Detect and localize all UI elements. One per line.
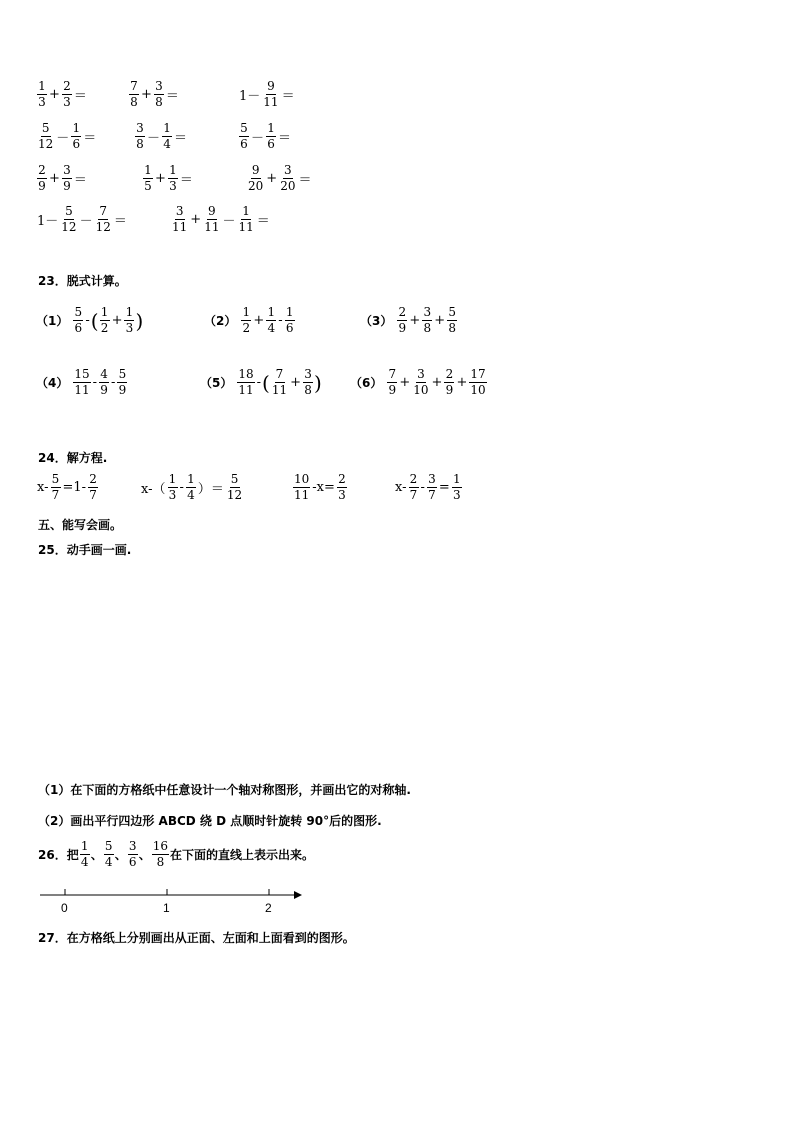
numerator: 1 bbox=[144, 163, 152, 177]
operator: - bbox=[278, 313, 283, 328]
q25-subquestion-1: （1）在下面的方格纸中任意设计一个轴对称图形，并画出它的对称轴. bbox=[38, 783, 411, 797]
calc-problem bbox=[36, 205, 128, 234]
operator: － bbox=[251, 131, 265, 146]
numerator: 5 bbox=[118, 367, 127, 381]
operator: - bbox=[179, 480, 184, 495]
denominator: 4 bbox=[267, 321, 276, 335]
numerator: 17 bbox=[470, 367, 486, 381]
operator: － bbox=[147, 131, 161, 146]
fraction bbox=[171, 205, 188, 234]
denominator: 6 bbox=[267, 137, 275, 151]
denominator: 12 bbox=[95, 220, 111, 234]
denominator: 11 bbox=[263, 95, 279, 109]
operator: + bbox=[111, 313, 123, 328]
denominator: 8 bbox=[130, 95, 138, 109]
denominator: 20 bbox=[280, 179, 296, 193]
numerator: 3 bbox=[136, 121, 144, 135]
calc-problem bbox=[36, 80, 88, 109]
fraction bbox=[73, 306, 83, 335]
operator: =1- bbox=[62, 480, 87, 495]
numerator: 1 bbox=[72, 121, 81, 135]
numerator: 9 bbox=[251, 163, 260, 177]
fraction bbox=[226, 473, 243, 502]
numerator: 1 bbox=[267, 305, 276, 319]
calc-problem bbox=[36, 122, 97, 151]
parenthesis: ) bbox=[135, 308, 144, 333]
fraction bbox=[162, 122, 172, 151]
denominator: 9 bbox=[63, 179, 71, 193]
denominator: 10 bbox=[413, 383, 429, 397]
numerator: 3 bbox=[155, 79, 163, 93]
operator: ＝ bbox=[73, 89, 87, 104]
equation-problem bbox=[36, 473, 99, 502]
denominator: 3 bbox=[125, 321, 134, 335]
denominator: 9 bbox=[398, 321, 407, 335]
numerator: 1 bbox=[452, 472, 461, 486]
fraction bbox=[186, 473, 196, 502]
denominator: 11 bbox=[238, 220, 254, 234]
operator: ＝ bbox=[113, 214, 127, 229]
numerator: 5 bbox=[41, 121, 50, 135]
numerator: 3 bbox=[284, 163, 292, 177]
numerator: 3 bbox=[63, 163, 71, 177]
numerator: 7 bbox=[99, 204, 108, 218]
operator: ＝ bbox=[73, 173, 87, 188]
q25-title: 25．动手画一画. bbox=[38, 543, 132, 557]
stepwise-problem bbox=[360, 306, 458, 335]
fraction bbox=[37, 164, 47, 193]
separator: 、 bbox=[138, 848, 151, 862]
numerator: 1 bbox=[169, 163, 177, 177]
fraction bbox=[237, 368, 254, 397]
numerator: 1 bbox=[163, 121, 171, 135]
numerator: 1 bbox=[242, 305, 251, 319]
denominator: 8 bbox=[155, 95, 163, 109]
q26-prefix: 26．把 bbox=[38, 848, 79, 862]
operator: + bbox=[409, 313, 421, 328]
denominator: 9 bbox=[118, 383, 127, 397]
numerator: 7 bbox=[388, 367, 397, 381]
operator: x- bbox=[395, 480, 407, 495]
numerator: 9 bbox=[267, 79, 275, 93]
denominator: 11 bbox=[74, 383, 90, 397]
denominator: 4 bbox=[187, 488, 195, 502]
denominator: 7 bbox=[89, 488, 97, 502]
fraction bbox=[135, 122, 145, 151]
q26-statement bbox=[38, 840, 314, 869]
problem-label: （5） bbox=[200, 376, 233, 390]
denominator: 2 bbox=[242, 321, 251, 335]
fraction bbox=[397, 306, 407, 335]
fraction bbox=[293, 473, 310, 502]
fraction bbox=[117, 368, 127, 397]
denominator: 4 bbox=[163, 137, 171, 151]
denominator: 5 bbox=[144, 179, 152, 193]
numerator: 1 bbox=[285, 305, 294, 319]
operator: x-（ bbox=[141, 482, 166, 497]
numerator: 5 bbox=[65, 204, 73, 218]
fraction bbox=[266, 306, 276, 335]
numerator: 1 bbox=[267, 121, 275, 135]
fraction bbox=[427, 473, 437, 502]
q23-title: 23．脱式计算。 bbox=[38, 274, 127, 288]
denominator: 9 bbox=[388, 383, 397, 397]
fraction bbox=[409, 473, 419, 502]
operator: + bbox=[399, 375, 411, 390]
numerator: 18 bbox=[238, 367, 254, 381]
operator: － bbox=[222, 214, 236, 229]
fraction bbox=[452, 473, 462, 502]
fraction bbox=[262, 80, 279, 109]
denominator: 6 bbox=[74, 321, 83, 335]
operator: + bbox=[190, 212, 202, 227]
numerator: 5 bbox=[448, 305, 456, 319]
calc-problem bbox=[128, 80, 180, 109]
fraction bbox=[266, 122, 276, 151]
denominator: 12 bbox=[61, 220, 77, 234]
numerator: 3 bbox=[428, 472, 436, 486]
fraction bbox=[95, 205, 112, 234]
denominator: 11 bbox=[294, 488, 310, 502]
section-5-heading: 五、能写会画。 bbox=[38, 518, 123, 532]
operator: - bbox=[111, 375, 116, 390]
denominator: 12 bbox=[38, 137, 54, 151]
q26-suffix: 在下面的直线上表示出来。 bbox=[170, 848, 315, 862]
denominator: 3 bbox=[63, 95, 71, 109]
calc-problem bbox=[238, 122, 292, 151]
q25-subquestion-2: （2）画出平行四边形 ABCD 绕 D 点顺时针旋转 90°后的图形. bbox=[38, 814, 382, 828]
stepwise-problem bbox=[200, 368, 322, 397]
denominator: 9 bbox=[445, 383, 454, 397]
fraction bbox=[37, 80, 47, 109]
fraction bbox=[88, 473, 98, 502]
operator: + bbox=[456, 375, 468, 390]
q26-fraction: $\frac{3}{6}$ bbox=[128, 839, 137, 869]
operator: ＝ bbox=[281, 89, 295, 104]
denominator: 7 bbox=[409, 488, 418, 502]
numerator: 3 bbox=[417, 367, 425, 381]
numerator: 2 bbox=[445, 367, 454, 381]
denominator: 10 bbox=[470, 383, 486, 397]
calc-problem bbox=[36, 164, 88, 193]
fraction bbox=[447, 306, 457, 335]
operator: = bbox=[438, 480, 450, 495]
operator: + bbox=[266, 171, 278, 186]
fraction bbox=[239, 122, 249, 151]
denominator: 3 bbox=[169, 179, 177, 193]
fraction bbox=[73, 368, 90, 397]
calc-problem bbox=[170, 205, 271, 234]
operator: - bbox=[92, 375, 98, 390]
operator: ＝ bbox=[174, 131, 188, 146]
parenthesis: ( bbox=[90, 308, 99, 333]
operator: x- bbox=[37, 480, 49, 495]
fraction bbox=[303, 368, 313, 397]
denominator: 20 bbox=[248, 179, 264, 193]
calc-problem bbox=[238, 80, 296, 109]
fraction bbox=[62, 80, 72, 109]
numerator: 1 bbox=[242, 204, 250, 218]
stepwise-problem bbox=[36, 306, 143, 335]
denominator: 6 bbox=[240, 137, 248, 151]
q26-fraction: $\frac{16}{8}$ bbox=[152, 839, 169, 869]
numerator: 2 bbox=[89, 472, 97, 486]
operator: + bbox=[155, 171, 166, 186]
calc-problem bbox=[142, 164, 194, 193]
fraction bbox=[168, 473, 178, 502]
fraction bbox=[279, 164, 296, 193]
numerator: 10 bbox=[294, 472, 310, 486]
fraction bbox=[143, 164, 153, 193]
fraction bbox=[60, 205, 77, 234]
numerator: 1 bbox=[168, 472, 177, 486]
fraction bbox=[412, 368, 429, 397]
fraction bbox=[237, 205, 254, 234]
q24-title: 24．解方程. bbox=[38, 451, 108, 465]
operator: 1－ bbox=[37, 214, 59, 229]
problem-label: （2） bbox=[204, 314, 237, 328]
denominator: 9 bbox=[38, 179, 46, 193]
stepwise-problem bbox=[350, 368, 488, 397]
denominator: 7 bbox=[51, 488, 60, 502]
fraction bbox=[154, 80, 164, 109]
tick-label-1: 1 bbox=[163, 901, 170, 915]
operator: + bbox=[290, 375, 302, 390]
denominator: 8 bbox=[136, 137, 144, 151]
problem-label: （6） bbox=[350, 376, 383, 390]
equation-problem bbox=[140, 473, 244, 502]
number-line-arrow bbox=[294, 891, 302, 899]
operator: ＝ bbox=[83, 131, 97, 146]
numerator: 2 bbox=[63, 79, 71, 93]
operator: ＝ bbox=[179, 173, 193, 188]
operator: ）＝ bbox=[197, 482, 224, 497]
fraction bbox=[100, 306, 110, 335]
operator: 1－ bbox=[239, 89, 261, 104]
q27-title: 27．在方格纸上分别画出从正面、左面和上面看到的图形。 bbox=[38, 931, 355, 945]
separator: 、 bbox=[114, 848, 127, 862]
operator: － bbox=[79, 214, 93, 229]
fraction bbox=[203, 205, 220, 234]
numerator: 9 bbox=[208, 204, 216, 218]
numerator: 5 bbox=[230, 472, 239, 486]
parenthesis: ) bbox=[314, 370, 322, 395]
number-line[interactable] bbox=[38, 885, 308, 901]
numerator: 1 bbox=[100, 305, 109, 319]
parenthesis: ( bbox=[262, 370, 270, 395]
operator: ＝ bbox=[165, 89, 179, 104]
numerator: 2 bbox=[398, 305, 407, 319]
fraction bbox=[99, 368, 109, 397]
fraction bbox=[37, 122, 54, 151]
denominator: 6 bbox=[72, 137, 81, 151]
numerator: 7 bbox=[130, 79, 138, 93]
problem-label: （4） bbox=[36, 376, 69, 390]
denominator: 11 bbox=[271, 383, 288, 397]
operator: ＝ bbox=[298, 173, 312, 188]
denominator: 11 bbox=[172, 220, 188, 234]
numerator: 3 bbox=[423, 305, 432, 319]
denominator: 8 bbox=[304, 383, 312, 397]
stepwise-problem bbox=[204, 306, 296, 335]
operator: - bbox=[420, 480, 425, 495]
numerator: 5 bbox=[51, 472, 60, 486]
numerator: 2 bbox=[338, 472, 346, 486]
operator: - bbox=[85, 313, 90, 328]
denominator: 9 bbox=[100, 383, 108, 397]
numerator: 4 bbox=[100, 367, 108, 381]
tick-label-0: 0 bbox=[61, 901, 68, 915]
denominator: 3 bbox=[168, 488, 177, 502]
fraction bbox=[129, 80, 139, 109]
fraction bbox=[271, 368, 288, 397]
fraction bbox=[241, 306, 251, 335]
fraction bbox=[444, 368, 454, 397]
numerator: 3 bbox=[304, 367, 312, 381]
operator: + bbox=[431, 375, 443, 390]
numerator: 1 bbox=[38, 79, 46, 93]
operator: + bbox=[49, 87, 60, 102]
q26-fraction: $\frac{5}{4}$ bbox=[104, 839, 113, 869]
fraction bbox=[337, 473, 347, 502]
operator: + bbox=[253, 313, 265, 328]
numerator: 7 bbox=[275, 367, 284, 381]
operator: - bbox=[256, 375, 262, 390]
operator: + bbox=[141, 87, 152, 102]
denominator: 12 bbox=[226, 488, 243, 502]
operator: ＝ bbox=[278, 131, 292, 146]
tick-label-2: 2 bbox=[265, 901, 272, 915]
denominator: 3 bbox=[38, 95, 46, 109]
denominator: 8 bbox=[448, 321, 456, 335]
fraction bbox=[124, 306, 134, 335]
fraction bbox=[247, 164, 264, 193]
problem-label: （3） bbox=[360, 314, 393, 328]
denominator: 8 bbox=[423, 321, 432, 335]
stepwise-problem bbox=[36, 368, 128, 397]
denominator: 3 bbox=[338, 488, 346, 502]
denominator: 11 bbox=[238, 383, 254, 397]
numerator: 15 bbox=[74, 367, 90, 381]
numerator: 5 bbox=[74, 305, 83, 319]
fraction bbox=[469, 368, 486, 397]
numerator: 3 bbox=[175, 204, 184, 218]
calc-problem bbox=[246, 164, 312, 193]
fraction bbox=[168, 164, 178, 193]
numerator: 1 bbox=[187, 472, 195, 486]
numerator: 2 bbox=[409, 472, 418, 486]
equation-problem bbox=[292, 473, 348, 502]
numerator: 1 bbox=[125, 305, 134, 319]
fraction bbox=[285, 306, 295, 335]
operator: ＝ bbox=[256, 214, 270, 229]
denominator: 11 bbox=[204, 220, 220, 234]
operator: + bbox=[434, 313, 446, 328]
denominator: 3 bbox=[452, 488, 461, 502]
denominator: 7 bbox=[428, 488, 436, 502]
numerator: 5 bbox=[240, 121, 248, 135]
denominator: 6 bbox=[285, 321, 294, 335]
problem-label: （1） bbox=[36, 314, 69, 328]
equation-problem bbox=[394, 473, 463, 502]
fraction bbox=[71, 122, 81, 151]
q26-fraction: $\frac{1}{4}$ bbox=[80, 839, 89, 869]
separator: 、 bbox=[90, 848, 103, 862]
calc-problem bbox=[134, 122, 188, 151]
fraction bbox=[422, 306, 432, 335]
operator: － bbox=[56, 131, 70, 146]
fraction bbox=[62, 164, 72, 193]
fraction bbox=[51, 473, 61, 502]
numerator: 2 bbox=[38, 163, 46, 177]
operator: -x= bbox=[312, 480, 335, 495]
fraction bbox=[387, 368, 397, 397]
operator: + bbox=[49, 171, 60, 186]
denominator: 2 bbox=[100, 321, 109, 335]
